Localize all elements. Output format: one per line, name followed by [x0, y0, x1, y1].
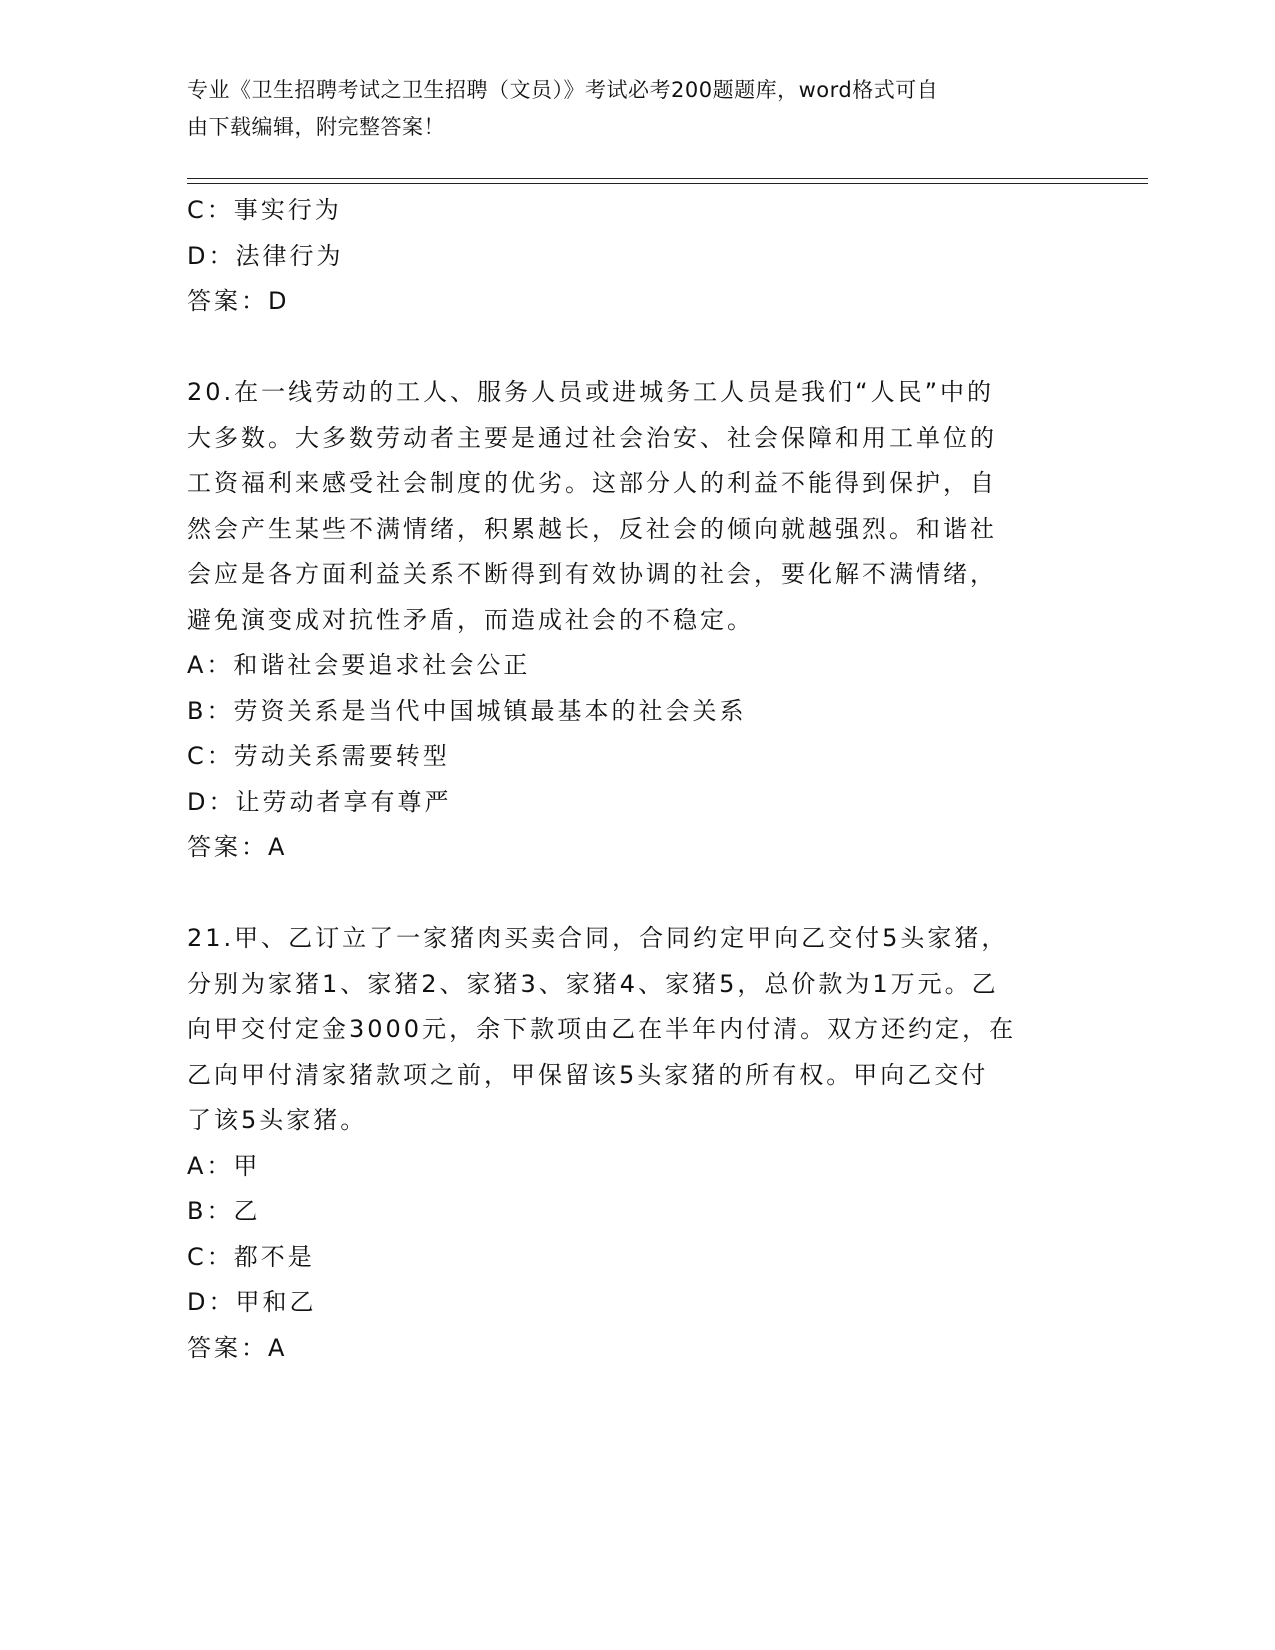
header-line-2: 由下载编辑，附完整答案！ — [187, 115, 445, 139]
question-spacer — [187, 325, 1087, 371]
stem-line: 会应是各方面利益关系不断得到有效协调的社会，要化解不满情绪， — [187, 560, 997, 588]
option-d: D：法律行为 — [187, 241, 344, 270]
option-b: B：劳资关系是当代中国城镇最基本的社会关系 — [187, 696, 747, 725]
stem-line: 避免演变成对抗性矛盾，而造成社会的不稳定。 — [187, 605, 754, 634]
option-d: D：甲和乙 — [187, 1288, 317, 1316]
previous-question-tail — [187, 188, 1087, 325]
header-divider-top — [187, 178, 1148, 179]
option-d: D：让劳动者享有尊严 — [187, 787, 452, 816]
header-divider-bottom — [187, 183, 1148, 184]
stem-line: 了该5头家猪。 — [187, 1106, 368, 1134]
stem-line: 然会产生某些不满情绪，积累越长，反社会的倾向就越强烈。和谐社 — [187, 514, 997, 543]
stem-line: 20.在一线劳动的工人、服务人员或进城务工人员是我们“人民”中的 — [187, 378, 995, 406]
stem-line: 21.甲、乙订立了一家猪肉买卖合同，合同约定甲向乙交付5头家猪， — [187, 924, 1009, 952]
stem-line: 乙向甲付清家猪款项之前，甲保留该5头家猪的所有权。甲向乙交付 — [187, 1060, 989, 1089]
stem-line: 工资福利来感受社会制度的优劣。这部分人的利益不能得到保护，自 — [187, 469, 997, 497]
stem-line: 分别为家猪1、家猪2、家猪3、家猪4、家猪5，总价款为1万元。乙 — [187, 969, 999, 998]
stem-line: 大多数。大多数劳动者主要是通过社会治安、社会保障和用工单位的 — [187, 423, 997, 452]
document-body — [187, 188, 1087, 1371]
question-spacer — [187, 871, 1087, 917]
stem-line: 向甲交付定金3000元，余下款项由乙在半年内付清。双方还约定，在 — [187, 1015, 1017, 1043]
option-c: C：都不是 — [187, 1242, 315, 1271]
answer-line: 答案：A — [187, 833, 288, 861]
header-line-1: 专业《卫生招聘考试之卫生招聘（文员）》考试必考200题题库，word格式可自 — [187, 78, 939, 102]
question-stem — [187, 370, 1087, 643]
answer-line: 答案：A — [187, 1333, 288, 1362]
option-b: B：乙 — [187, 1197, 261, 1225]
question-stem — [187, 916, 1087, 1144]
document-header — [187, 72, 1067, 146]
question-20 — [187, 370, 1087, 871]
option-c: C：事实行为 — [187, 196, 342, 224]
option-a: A：甲 — [187, 1151, 261, 1180]
option-a: A：和谐社会要追求社会公正 — [187, 651, 531, 679]
option-c: C：劳动关系需要转型 — [187, 742, 450, 770]
answer-line: 答案：D — [187, 287, 290, 315]
question-21 — [187, 916, 1087, 1371]
